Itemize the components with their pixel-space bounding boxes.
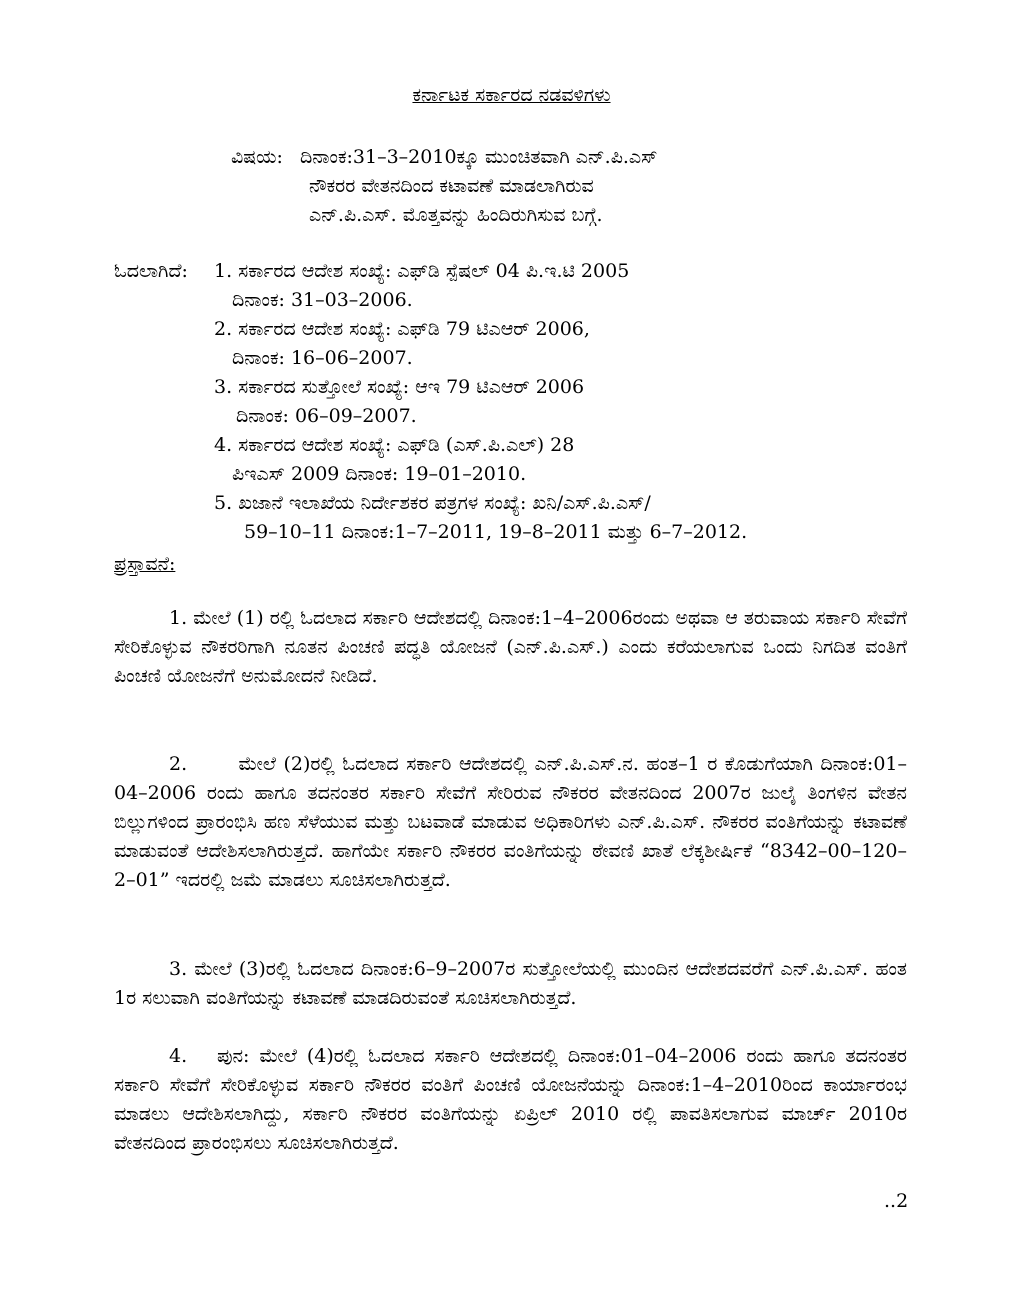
paragraph-1	[114, 604, 907, 691]
reference-3-line-2: ದಿನಾಂಕ: 06–09–2007.	[236, 405, 417, 427]
subject-label: ವಿಷಯ:	[231, 146, 283, 168]
references-label: ಓದಲಾಗಿದೆ:	[114, 260, 188, 282]
reference-2-line-2: ದಿನಾಂಕ: 16–06–2007.	[232, 347, 413, 369]
document-title: ಕರ್ನಾಟಕ ಸರ್ಕಾರದ ನಡವಳಿಗಳು	[412, 84, 611, 106]
preamble-heading: ಪ್ರಸ್ತಾವನೆ:	[114, 553, 176, 575]
subject-line-1: ದಿನಾಂಕ:31–3–2010ಕ್ಕೂ ಮುಂಚಿತವಾಗಿ ಎನ್.ಪಿ.ಎಸ್	[300, 146, 658, 168]
reference-3-line-1: 3. ಸರ್ಕಾರದ ಸುತ್ತೋಲೆ ಸಂಖ್ಯೆ: ಆಇ 79 ಟಿಎಆರ್ 2006	[214, 376, 585, 398]
reference-1-line-1: 1. ಸರ್ಕಾರದ ಆದೇಶ ಸಂಖ್ಯೆ: ಎಫ್‌ಡಿ ಸ್ಪೆಷಲ್ 04 ಪಿ.ಇ.ಟಿ 2005	[214, 260, 630, 282]
paragraph-3	[114, 955, 907, 1013]
paragraph-4-number: 4.	[169, 1045, 188, 1067]
paragraph-3-number: 3.	[169, 958, 188, 980]
reference-4-line-2: ಪಿಇಎಸ್ 2009 ದಿನಾಂಕ: 19–01–2010.	[232, 463, 527, 485]
reference-2-line-1: 2. ಸರ್ಕಾರದ ಆದೇಶ ಸಂಖ್ಯೆ: ಎಫ್‌ಡಿ 79 ಟಿಎಆರ್ 2006,	[214, 318, 590, 340]
page-continuation: ..2	[884, 1190, 909, 1212]
subject-line-3: ಎನ್.ಪಿ.ಎಸ್. ಮೊತ್ತವನ್ನು ಹಿಂದಿರುಗಿಸುವ ಬಗ್ಗೆ.	[309, 204, 603, 226]
paragraph-2-text: ಮೇಲೆ (2)ರಲ್ಲಿ ಓದಲಾದ ಸರ್ಕಾರಿ ಆದೇಶದಲ್ಲಿ ಎನ್.ಪಿ.ಎಸ್.ನ. ಹಂತ–1 ರ ಕೊಡುಗೆಯಾಗಿ ದಿನಾಂಕ:01–04–2006 ರಂದು ಹಾಗೂ ತದನಂತರ ಸರ್ಕಾರಿ ಸೇವೆಗೆ ಸೇರಿರುವ ನೌಕರರ ವೇತನದಿಂದ 2007ರ ಜುಲೈ ತಿಂಗಳಿನ ವೇತನ ಬಿಲ್ಲುಗಳಿಂದ ಪ್ರಾರಂಭಿಸಿ ಹಣ ಸೆಳೆಯುವ ಮತ್ತು ಬಟವಾಡೆ ಮಾಡುವ ಅಧಿಕಾರಿಗಳು ಎನ್.ಪಿ.ಎಸ್. ನೌಕರರ ವಂತಿಗೆಯನ್ನು ಕಟಾವಣೆ ಮಾಡುವಂತೆ ಆದೇಶಿಸಲಾಗಿರುತ್ತದೆ. ಹಾಗೆಯೇ ಸರ್ಕಾರಿ ನೌಕರರ ವಂತಿಗೆಯನ್ನು ಠೇವಣಿ ಖಾತೆ ಲೆಕ್ಕಶೀರ್ಷಿಕೆ “8342–00–120–2–01” ಇದರಲ್ಲಿ ಜಮೆ ಮಾಡಲು ಸೂಚಿಸಲಾಗಿರುತ್ತದೆ.	[114, 753, 907, 891]
subject-line-2: ನೌಕರರ ವೇತನದಿಂದ ಕಟಾವಣೆ ಮಾಡಲಾಗಿರುವ	[309, 175, 594, 197]
paragraph-4-text: ಪುನ: ಮೇಲೆ (4)ರಲ್ಲಿ ಓದಲಾದ ಸರ್ಕಾರಿ ಆದೇಶದಲ್ಲಿ ದಿನಾಂಕ:01–04–2006 ರಂದು ಹಾಗೂ ತದನಂತರ ಸರ್ಕಾರಿ ಸೇವೆಗೆ ಸೇರಿಕೊಳ್ಳುವ ಸರ್ಕಾರಿ ನೌಕರರ ವಂತಿಗೆ ಪಿಂಚಣಿ ಯೋಜನೆಯನ್ನು ದಿನಾಂಕ:1–4–2010ರಿಂದ ಕಾರ್ಯಾರಂಭ ಮಾಡಲು ಆದೇಶಿಸಲಾಗಿದ್ದು, ಸರ್ಕಾರಿ ನೌಕರರ ವಂತಿಗೆಯನ್ನು ಏಪ್ರಿಲ್ 2010 ರಲ್ಲಿ ಪಾವತಿಸಲಾಗುವ ಮಾರ್ಚ್ 2010ರ ವೇತನದಿಂದ ಪ್ರಾರಂಭಿಸಲು ಸೂಚಿಸಲಾಗಿರುತ್ತದೆ.	[114, 1045, 907, 1154]
paragraph-2-number: 2.	[169, 753, 188, 775]
paragraph-4	[114, 1042, 907, 1158]
reference-1-line-2: ದಿನಾಂಕ: 31–03–2006.	[232, 289, 413, 311]
paragraph-2	[114, 750, 907, 895]
paragraph-1-text: ಮೇಲೆ (1) ರಲ್ಲಿ ಓದಲಾದ ಸರ್ಕಾರಿ ಆದೇಶದಲ್ಲಿ ದಿನಾಂಕ:1–4–2006ರಂದು ಅಥವಾ ಆ ತರುವಾಯ ಸರ್ಕಾರಿ ಸೇವೆಗೆ ಸೇರಿಕೊಳ್ಳುವ ನೌಕರರಿಗಾಗಿ ನೂತನ ಪಿಂಚಣಿ ಪದ್ಧತಿ ಯೋಜನೆ (ಎನ್.ಪಿ.ಎಸ್.) ಎಂದು ಕರೆಯಲಾಗುವ ಒಂದು ನಿಗದಿತ ವಂತಿಗೆ ಪಿಂಚಣಿ ಯೋಜನೆಗೆ ಅನುಮೋದನೆ ನೀಡಿದೆ.	[114, 607, 907, 687]
reference-5-line-1: 5. ಖಜಾನೆ ಇಲಾಖೆಯ ನಿರ್ದೇಶಕರ ಪತ್ರಗಳ ಸಂಖ್ಯೆ: ಖನಿ/ಎಸ್.ಪಿ.ಎಸ್/	[214, 492, 651, 514]
paragraph-3-text: ಮೇಲೆ (3)ರಲ್ಲಿ ಓದಲಾದ ದಿನಾಂಕ:6–9–2007ರ ಸುತ್ತೋಲೆಯಲ್ಲಿ ಮುಂದಿನ ಆದೇಶದವರೆಗೆ ಎನ್.ಪಿ.ಎಸ್. ಹಂತ 1ರ ಸಲುವಾಗಿ ವಂತಿಗೆಯನ್ನು ಕಟಾವಣೆ ಮಾಡದಿರುವಂತೆ ಸೂಚಿಸಲಾಗಿರುತ್ತದೆ.	[114, 958, 907, 1009]
reference-5-line-2: 59–10–11 ದಿನಾಂಕ:1–7–2011, 19–8–2011 ಮತ್ತು 6–7–2012.	[244, 521, 748, 543]
reference-4-line-1: 4. ಸರ್ಕಾರದ ಆದೇಶ ಸಂಖ್ಯೆ: ಎಫ್‌ಡಿ (ಎಸ್.ಪಿ.ಎಲ್) 28	[214, 434, 575, 456]
paragraph-1-number: 1.	[169, 607, 188, 629]
